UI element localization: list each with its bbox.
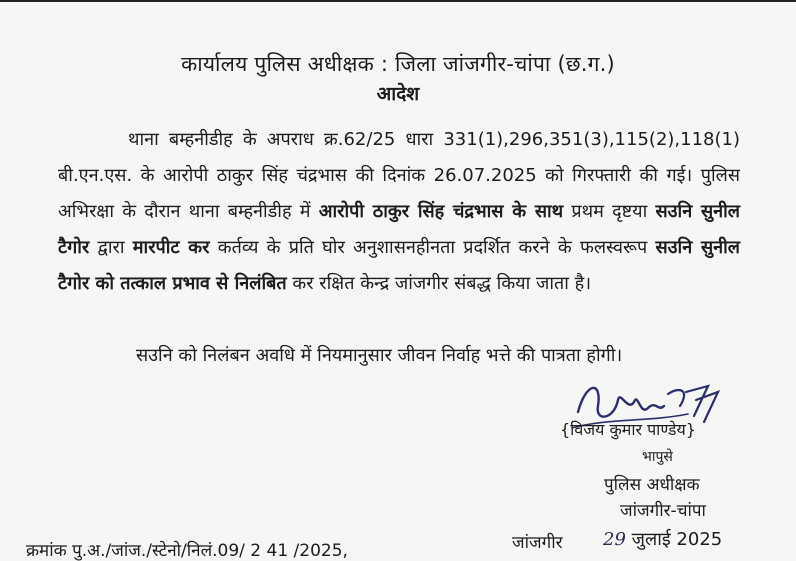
order-paragraph-1 <box>58 122 740 302</box>
p1-bold-accused: आरोपी ठाकुर सिंह चंद्रभास के साथ <box>318 201 564 222</box>
p1-text-a: थाना बम्हनीडीह के अपराध क्र.62/25 धारा 331(1),296,351(3),115(2),118(1) बी.एन.एस. के आरोपी ठाकुर सिंह चंद्रभास की दिनांक 26.07.2025 को गिरफ्तारी की गई। पुलिस अभिरक्षा के दौरान थाना बम्हनीडीह में <box>58 129 740 222</box>
signatory-name: {विजय कुमार पाण्डेय} <box>560 420 696 439</box>
signatory-district: जांजगीर-चांपा <box>620 501 706 521</box>
office-title: कार्यालय पुलिस अधीक्षक : जिला जांजगीर-चांपा (छ.ग.) <box>181 52 615 76</box>
signatory-designation: पुलिस अधीक्षक <box>604 475 700 495</box>
top-border <box>0 0 796 2</box>
p1-bold-assault: मारपीट कर <box>132 237 210 258</box>
p1-text-g: कर्तव्य के प्रति घोर अनुशासनहीनता प्रदर्शित करने के फलस्वरूप <box>209 237 656 258</box>
order-place: जांजगीर <box>512 533 563 553</box>
p1-text-c: प्रथम दृष्टया <box>563 201 656 222</box>
p1-text-e: द्वारा <box>89 237 133 258</box>
order-heading: आदेश <box>376 83 420 105</box>
order-date-day: 29 <box>603 529 626 550</box>
p1-text-i: कर रक्षित केन्द्र जांजगीर संबद्ध किया जाता है। <box>286 273 592 294</box>
order-reference-number: क्रमांक पु.अ./जांज./स्टेनो/निलं.09/ 2 41 /2025, <box>26 541 348 561</box>
order-paragraph-2: सउनि को निलंबन अवधि में नियमानुसार जीवन निर्वाह भत्ते की पात्रता होगी। <box>136 345 623 366</box>
p1-bold-suspension: सउनि सुनील टैगोर को तत्काल प्रभाव से निलंबित <box>58 237 740 294</box>
order-date-month-year: जुलाई 2025 <box>625 529 723 550</box>
order-date <box>603 527 722 551</box>
signatory-service: भापुसे <box>642 449 673 465</box>
p1-bold-officer: सउनि सुनील टैगोर <box>58 201 740 258</box>
